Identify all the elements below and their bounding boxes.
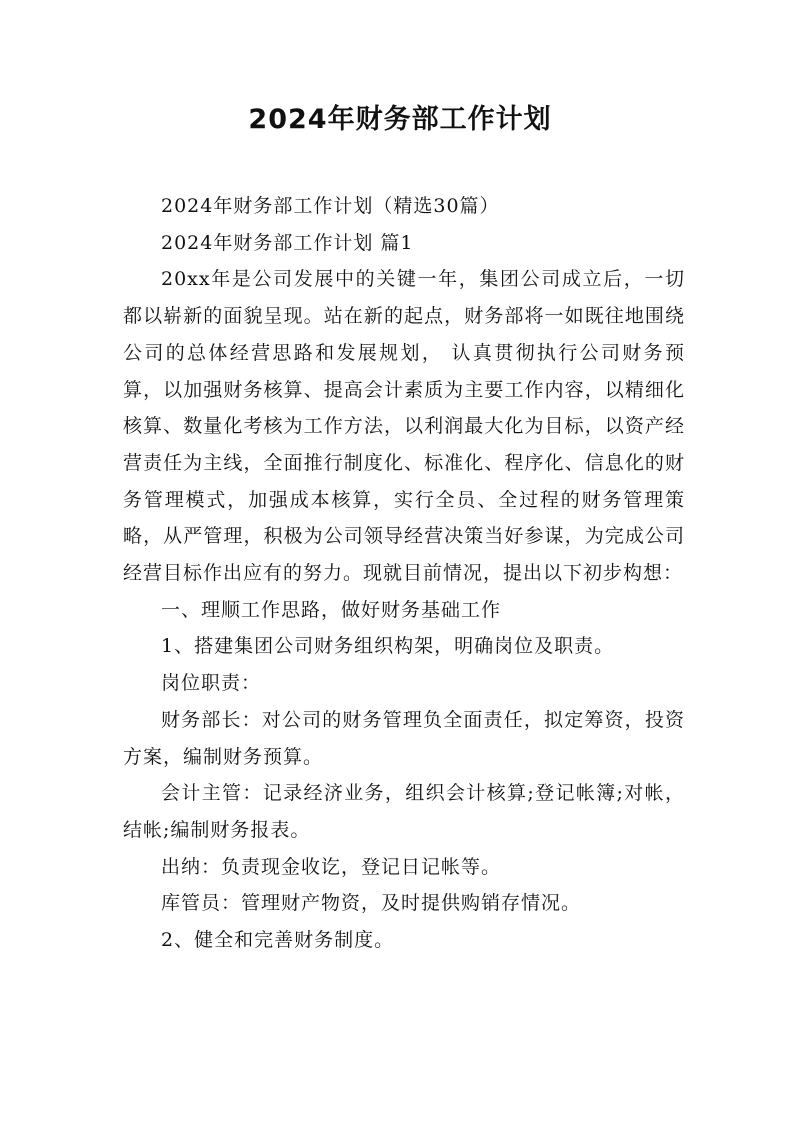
paragraph-item-2: 2、健全和完善财务制度。 — [161, 929, 395, 952]
paragraph-heading-1: 一、理顺工作思路，做好财务基础工作 — [161, 598, 502, 621]
paragraph-warehouse-keeper: 库管员：管理财产物资，及时提供购销存情况。 — [161, 892, 582, 915]
document-title: 2024年财务部工作计划 — [248, 104, 552, 135]
paragraph-intro: 20xx年是公司发展中的关键一年，集团公司成立后，一切都以崭新的面貌呈现。站在新的起点，财务部将一如既往地围绕公司的总体经营思路和发展规划， 认真贯彻执行公司财务预算，以加强财务核算、提高会计素质为主要工作内容，以精细化核算、数量化考核为工作方法，以利润最大化为目标，以资产经营责任为主线，全面推行制度化、标准化、程序化、信息化的财务管理模式，加强成本核算，实行全员、全过程的财务管理策略，从严管理，积极为公司领导经营决策当好参谋，为完成公司经营目标作出应有的努力。现就目前情况，提出以下初步构想： — [123, 268, 685, 585]
paragraph-section-heading: 2024年财务部工作计划 篇1 — [161, 231, 414, 254]
paragraph-item-1: 1、搭建集团公司财务组织构架，明确岗位及职责。 — [161, 635, 615, 658]
paragraph-subtitle: 2024年财务部工作计划（精选30篇） — [161, 195, 500, 217]
paragraph-accounting-supervisor: 会计主管：记录经济业务，组织会计核算;登记帐簿;对帐，结帐;编制财务报表。 — [123, 782, 685, 841]
paragraph-finance-head: 财务部长：对公司的财务管理负全面责任，拟定筹资，投资方案，编制财务预算。 — [123, 708, 685, 768]
paragraph-cashier: 出纳：负责现金收讫，登记日记帐等。 — [161, 855, 502, 878]
document-body — [123, 188, 685, 959]
paragraph-duties-label: 岗位职责： — [161, 672, 262, 695]
